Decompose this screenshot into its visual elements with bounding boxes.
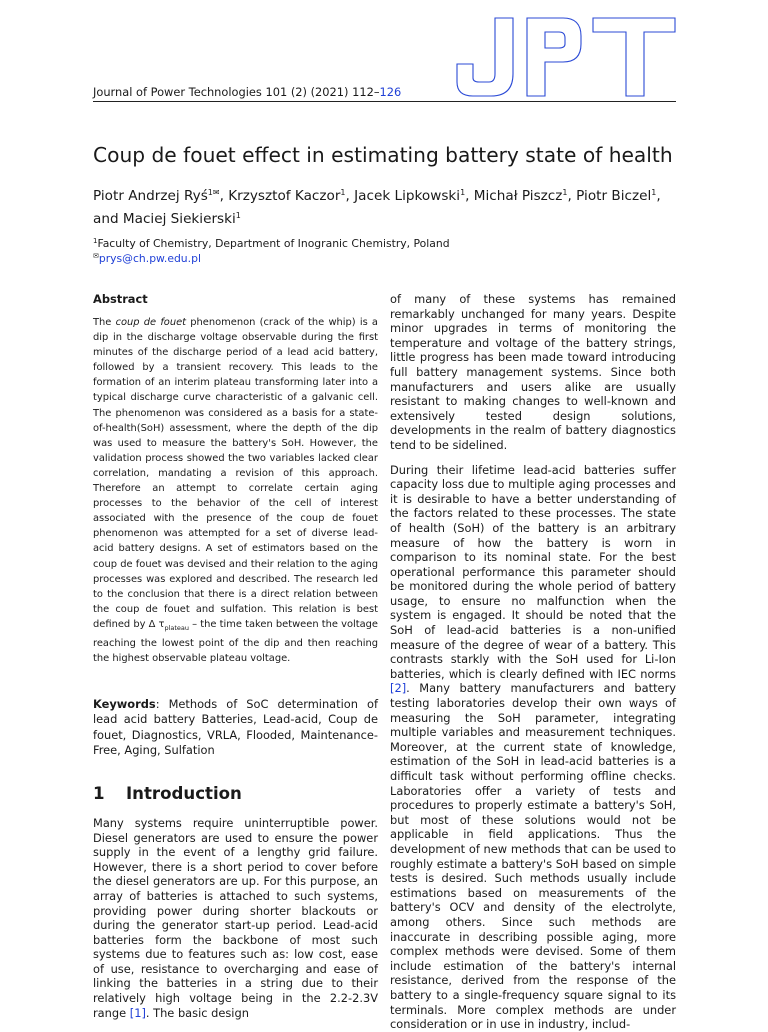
affiliation-mark: 1: [93, 237, 98, 245]
author-name: , Krzysztof Kaczor: [219, 188, 341, 204]
right-column: [390, 292, 676, 1032]
author-name: , Jacek Lipkowski: [345, 188, 461, 204]
author-affil-mark: 1: [460, 188, 466, 197]
keywords: [93, 697, 378, 758]
intro-paragraph: [93, 816, 378, 1020]
abstract-text: [93, 315, 378, 666]
section-title: Introduction: [126, 783, 242, 803]
abstract-heading: Abstract: [93, 292, 148, 306]
author-name: , Michał Piszcz: [465, 188, 563, 204]
author-name: , Piotr Biczel: [567, 188, 652, 204]
header-rule: [93, 101, 676, 102]
left-column: [93, 292, 378, 1020]
intro-paragraph: of many of these systems has remained remarkably unchanged for many years. Despite minor upgrades in terms of monitoring the temperature and voltage of the battery strings, little progress has been made toward introducing full battery management systems. Since both manufacturers and users alike are usually resistant to making changes to well-known and extensively tested design solutions, developments in the realm of battery diagnostics tend to be sidelined.: [390, 292, 676, 452]
paper-title: Coup de fouet effect in estimating battery state of health: [93, 143, 673, 167]
paragraph-text: Many systems require uninterruptible power. Diesel generators are used to ensure the power supply in the event of a lengthy grid failure. However, there is a short period to cover before the diesel generators are up. For this purpose, an array of batteries is attached to such systems, providing power during shorter blackouts or during the generator start-up period. Lead-acid batteries form the backbone of most such systems due to features such as: low cost, ease of use, resistance to overcharging and ease of linking the batteries in a string due to their relatively high voltage being in the 2.2-2.3V range: [93, 815, 378, 1020]
affiliation-block: [93, 235, 450, 265]
email-link[interactable]: prys@ch.pw.edu.pl: [98, 252, 201, 265]
affiliation-text: Faculty of Chemistry, Department of Inogranic Chemistry, Poland: [97, 237, 450, 250]
keywords-label: Keywords: [93, 697, 156, 712]
author-affil-mark: 1: [340, 188, 346, 197]
section-heading: [93, 784, 378, 803]
author-affil-mark: 1: [651, 188, 657, 197]
jpt-logo: [455, 16, 677, 98]
abstract-section: [93, 292, 378, 666]
email-icon: ✉: [93, 252, 99, 260]
citation-link[interactable]: [1]: [129, 1005, 146, 1020]
keywords-text: : Methods of SoC determination of lead acid battery Batteries, Lead-acid, Coup de fouet, Diagnostics, VRLA, Flooded, Maintenance-Free, Aging, Sulfation: [93, 697, 378, 757]
intro-paragraph: [390, 463, 676, 1032]
author-affil-mark: 1: [235, 211, 241, 220]
author-affil-mark: 1✉: [207, 188, 220, 197]
paragraph-text: During their lifetime lead-acid batteries suffer capacity loss due to multiple aging processes and it is desirable to have a better understanding of the factors related to these processes. The state of health (SoH) of the battery is an arbitrary measure of how the battery is worn in comparison to its nominal state. For the best operational performance this parameter should be monitored during the whole period of battery usage, to ensure no malfunction when the system is engaged. It should be noted that the SoH of lead-acid batteries is a non-unified measure of the degree of wear of a battery. This contrasts starkly with the SoH used for Li-Ion batteries, which is clearly defined with IEC norms: [390, 462, 676, 681]
citation-link[interactable]: [2]: [390, 681, 407, 696]
author-name: and Maciej Siekierski: [93, 211, 236, 227]
abstract-text-part: The: [93, 317, 116, 328]
paragraph-text: . The basic design: [145, 1005, 249, 1020]
abstract-text-part: phenomenon (crack of the whip) is a dip in the discharge voltage observable during the first minutes of the discharge period of a lead acid battery, followed by a transient recovery. This leads to the formation of an interim plateau transforming later into a typical discharge curve characteristic of a galvanic cell. The phenomenon was considered as a basis for a state-of-health(SoH) assessment, where the depth of the dip was used to measure the battery's SoH. However, the validation process showed the two variables lacked clear correlation, mandating a revision of this approach. Therefore an attempt to correlate certain aging processes to the behavior of the cell of interest associated with the presence of the coup de fouet phenomenon was attempted for a set of diverse lead-acid battery designs. A set of estimators based on the coup de fouet was devised and their relation to the aging processes was explored and described. The research led to the conclusion that there is a direct relation between the coup de fouet and sulfation. This relation is best defined by Δ τ: [93, 317, 378, 630]
journal-citation: [93, 85, 401, 99]
author-affil-mark: 1: [562, 188, 568, 197]
journal-text: Journal of Power Technologies 101 (2) (2021) 112–: [93, 85, 380, 99]
tau-subscript: plateau: [164, 623, 190, 632]
author-name: Piotr Andrzej Ryś: [93, 188, 208, 204]
author-list: [93, 183, 683, 229]
journal-page-link[interactable]: 126: [379, 85, 402, 99]
abstract-italic-term: coup de fouet: [115, 317, 187, 328]
paragraph-text: . Many battery manufacturers and battery testing laboratories develop their own ways of measuring the SoH parameter, integrating multiple variables and measurement techniques. Moreover, at the current state of knowledge, estimation of the SoH in lead-acid batteries is a difficult task without performing offline checks. Laboratories offer a variety of tests and procedures to properly estimate a battery's SoH, but most of these solutions would not be applicable in field applications. Thus the development of new methods that can be used to roughly estimate a battery's SoH based on simple tests is desired. Such methods usually include estimations based on measurements of the battery's OCV and density of the electrolyte, among others. Since such methods are inaccurate in describing possible aging, more complex methods were devised. Some of them include estimation of the battery's internal resistance, derived from the response of the battery to a single-frequency square signal to its terminals. More complex methods are under consideration or in use in industry, includ-: [390, 681, 676, 1032]
abstract-text-part: – the time taken between the voltage reaching the lowest point of the dip and then reaching the highest observable plateau voltage.: [93, 618, 378, 665]
section-number: 1: [93, 783, 105, 803]
author-separator: ,: [656, 188, 661, 204]
